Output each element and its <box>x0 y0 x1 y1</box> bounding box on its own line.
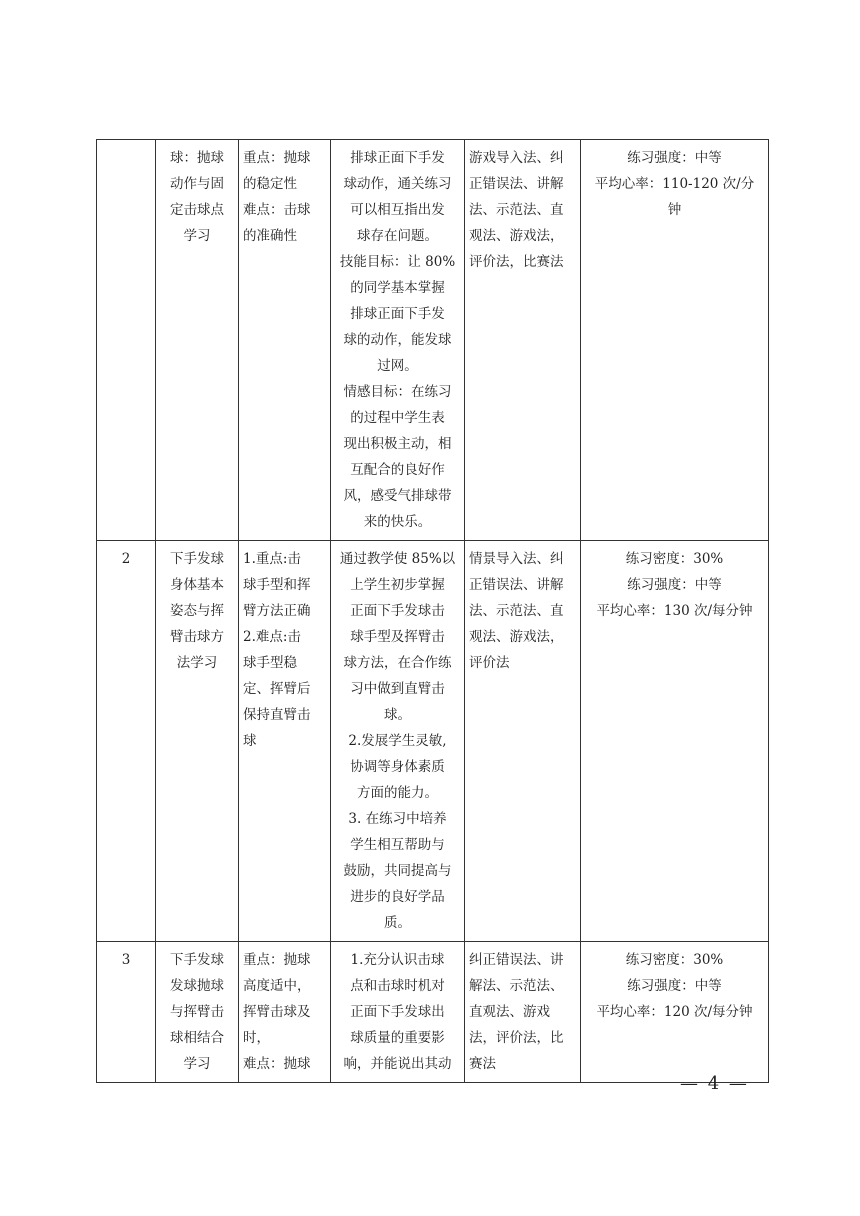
cell-methods <box>465 942 581 1083</box>
cell-goals <box>331 541 465 942</box>
cell-text-line: 正错误法、讲解 <box>469 577 564 593</box>
cell-text-line: 可以相互指出发 <box>350 202 445 218</box>
cell-text-line: 时， <box>243 1030 270 1046</box>
cell-text-line: 挥臂击球及 <box>243 1004 311 1020</box>
cell-text-line: 难点：击球 <box>243 202 311 218</box>
cell-text-line: 正面下手发球击 <box>350 603 445 619</box>
cell-text-line: 高度适中， <box>243 978 311 994</box>
cell-text-line: 球。 <box>384 707 411 723</box>
cell-goals <box>331 140 465 541</box>
cell-text-line: 现出积极主动，相 <box>343 436 452 452</box>
cell-text-line: 姿态与挥 <box>170 603 224 619</box>
cell-load <box>581 541 769 942</box>
cell-text-line: 球的动作，能发球 <box>343 332 452 348</box>
cell-text-line: 平均心率：130 次/每分钟 <box>596 603 753 619</box>
cell-key-points <box>239 942 331 1083</box>
cell-text-line: 来的快乐。 <box>363 514 432 530</box>
table-body <box>97 140 769 1083</box>
cell-text: 3 <box>121 952 131 968</box>
cell-text-line: 臂方法正确 <box>243 603 311 619</box>
cell-text-line: 点和击球时机对 <box>350 978 445 994</box>
cell-text-line: 重点：抛球 <box>243 952 311 968</box>
cell-text-line: 练习强度：中等 <box>627 577 722 593</box>
cell-text-line: 观法、游戏法， <box>469 629 564 645</box>
cell-topic <box>156 942 239 1083</box>
cell-text-line: 赛法 <box>469 1056 496 1072</box>
cell-text-line: 法、示范法、直 <box>469 603 564 619</box>
cell-load <box>581 140 769 541</box>
cell-text-line: 钟 <box>667 202 682 218</box>
cell-text-line: 球质量的重要影 <box>350 1030 445 1046</box>
cell-topic <box>156 541 239 942</box>
cell-text-line: 正错误法、讲解 <box>469 176 564 192</box>
cell-text-line: 球 <box>243 733 257 749</box>
cell-lesson-number <box>97 541 156 942</box>
cell-text-line: 动作与固 <box>170 176 224 192</box>
cell-text-line: 风，感受气排球带 <box>343 488 452 504</box>
cell-text-line: 法学习 <box>176 655 218 671</box>
cell-text-line: 方面的能力。 <box>357 785 438 801</box>
cell-text-line: 的同学基本掌握 <box>350 280 445 296</box>
cell-text-line: 进步的良好学品 <box>350 889 445 905</box>
cell-text-line: 学生相互帮助与 <box>350 837 445 853</box>
cell-key-points <box>239 140 331 541</box>
cell-text-line: 习中做到直臂击 <box>350 681 445 697</box>
cell-text-line: 球相结合 <box>170 1030 224 1046</box>
cell-text-line: 法、示范法、直 <box>469 202 564 218</box>
cell-text-line: 练习密度：30% <box>625 551 724 567</box>
cell-text-line: 的准确性 <box>243 228 297 244</box>
cell-text-line: 身体基本 <box>170 577 224 593</box>
cell-text-line: 的过程中学生表 <box>350 410 445 426</box>
cell-text-line: 情景导入法、纠 <box>469 551 564 567</box>
cell-text-line: 与挥臂击 <box>170 1004 224 1020</box>
table-row <box>97 541 769 942</box>
cell-text-line: 球手型稳 <box>243 655 297 671</box>
cell-text-line: 排球正面下手发 <box>350 306 445 322</box>
cell-text-line: 下手发球 <box>170 952 224 968</box>
cell-goals <box>331 942 465 1083</box>
cell-lesson-number <box>97 140 156 541</box>
cell-text-line: 协调等身体素质 <box>350 759 445 775</box>
cell-load <box>581 942 769 1083</box>
cell-text-line: 互配合的良好作 <box>350 462 445 478</box>
cell-text-line: 1.重点:击 <box>243 551 301 567</box>
cell-text-line: 球手型和挥 <box>243 577 311 593</box>
cell-text-line: 鼓励，共同提高与 <box>343 863 452 879</box>
cell-text-line: 学习 <box>183 1056 211 1072</box>
cell-text-line: 重点：抛球 <box>243 150 311 166</box>
cell-text-line: 的稳定性 <box>243 176 297 192</box>
cell-text-line: 球方法，在合作练 <box>343 655 452 671</box>
cell-methods <box>465 541 581 942</box>
cell-text-line: 学习 <box>183 228 211 244</box>
cell-text-line: 球手型及挥臂击 <box>350 629 445 645</box>
cell-text-line: 保持直臂击 <box>243 707 311 723</box>
cell-text-line: 练习强度：中等 <box>627 978 722 994</box>
cell-text-line: 正面下手发球出 <box>350 1004 445 1020</box>
cell-text-line: 排球正面下手发 <box>350 150 445 166</box>
cell-text-line: 2.难点:击 <box>243 629 301 645</box>
cell-text-line: 球：抛球 <box>170 150 224 166</box>
cell-topic <box>156 140 239 541</box>
cell-text-line: 2.发展学生灵敏, <box>348 733 447 749</box>
cell-key-points <box>239 541 331 942</box>
cell-text-line: 臂击球方 <box>170 629 224 645</box>
cell-text-line: 下手发球 <box>170 551 224 567</box>
cell-text-line: 3. 在练习中培养 <box>348 811 447 827</box>
cell-text-line: 球动作，通关练习 <box>343 176 452 192</box>
cell-text-line: 球存在问题。 <box>357 228 438 244</box>
cell-text-line: 评价法，比赛法 <box>469 254 564 270</box>
cell-text-line: 过网。 <box>377 358 418 374</box>
cell-text-line: 练习强度：中等 <box>627 150 722 166</box>
cell-text-line: 评价法 <box>469 655 510 671</box>
cell-text-line: 上学生初步掌握 <box>350 577 445 593</box>
cell-text-line: 响，并能说出其动 <box>343 1056 452 1072</box>
cell-text-line: 纠正错误法、讲 <box>469 952 564 968</box>
cell-text-line: 法，评价法，比 <box>469 1030 564 1046</box>
cell-text-line: 发球抛球 <box>170 978 224 994</box>
cell-text-line: 直观法、游戏 <box>469 1004 550 1020</box>
cell-lesson-number <box>97 942 156 1083</box>
cell-text-line: 观法、游戏法， <box>469 228 564 244</box>
cell-text-line: 情感目标：在练习 <box>343 384 452 400</box>
cell-text-line: 技能目标：让 80% <box>339 254 456 270</box>
cell-text-line: 解法、示范法、 <box>469 978 564 994</box>
cell-text-line: 游戏导入法、纠 <box>469 150 564 166</box>
cell-methods <box>465 140 581 541</box>
lesson-plan-table <box>96 139 769 1083</box>
cell-text-line: 质。 <box>384 915 411 931</box>
cell-text-line: 平均心率：110-120 次/分 <box>594 176 755 192</box>
table-row <box>97 140 769 541</box>
cell-text-line: 定、挥臂后 <box>243 681 311 697</box>
cell-text-line: 平均心率：120 次/每分钟 <box>596 1004 753 1020</box>
cell-text-line: 难点：抛球 <box>243 1056 311 1072</box>
cell-text-line: 定击球点 <box>170 202 224 218</box>
page-number: — 4 — <box>680 1073 749 1094</box>
table-row <box>97 942 769 1083</box>
cell-text: 2 <box>121 551 131 567</box>
cell-text-line: 练习密度：30% <box>625 952 724 968</box>
cell-text-line: 1.充分认识击球 <box>350 952 445 968</box>
cell-text-line: 通过教学使 85%以 <box>339 551 456 567</box>
